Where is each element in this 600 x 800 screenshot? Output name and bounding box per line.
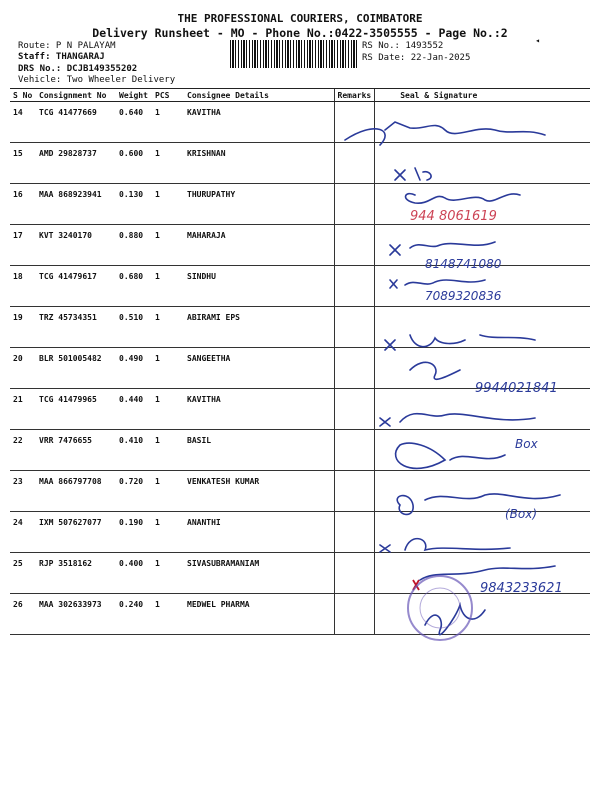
seal-signature <box>375 594 590 635</box>
consignee: SINDHU <box>184 266 334 307</box>
consignee: SIVASUBRAMANIAM <box>184 553 334 594</box>
consignee: KAVITHA <box>184 389 334 430</box>
sno: 21 <box>10 389 36 430</box>
weight: 0.510 <box>116 307 152 348</box>
sno: 14 <box>10 102 36 143</box>
rs-number: RS No.: 1493552 <box>362 41 444 51</box>
company-title: THE PROFESSIONAL COURIERS, COIMBATORE <box>177 12 423 25</box>
table-row <box>10 471 590 512</box>
consignment-no: MAA 868923941 <box>36 184 116 225</box>
remarks <box>334 184 375 225</box>
seal-signature <box>375 184 590 225</box>
table-row <box>10 512 590 553</box>
seal-signature <box>375 348 590 389</box>
phone-18: 7089320836 <box>425 289 502 303</box>
pcs: 1 <box>152 594 184 635</box>
seal-signature <box>375 266 590 307</box>
seal-signature <box>375 225 590 266</box>
seal-signature <box>375 553 590 594</box>
consignee: THURUPATHY <box>184 184 334 225</box>
col-seal: Seal & Signature <box>375 89 590 102</box>
phone-25: 9843233621 <box>480 581 563 596</box>
barcode <box>230 40 358 68</box>
pcs: 1 <box>152 471 184 512</box>
weight: 0.240 <box>116 594 152 635</box>
consignment-no: TCG 41479965 <box>36 389 116 430</box>
weight: 0.720 <box>116 471 152 512</box>
table-row <box>10 184 590 225</box>
remarks <box>334 102 375 143</box>
staff: Staff: THANGARAJ <box>18 52 105 62</box>
drs-number: DRS No.: DCJB149355202 <box>18 64 138 74</box>
pcs: 1 <box>152 430 184 471</box>
pcs: 1 <box>152 102 184 143</box>
table-header-row <box>10 89 590 102</box>
consignment-no: BLR 501005482 <box>36 348 116 389</box>
seal-signature <box>375 389 590 430</box>
weight: 0.190 <box>116 512 152 553</box>
remarks <box>334 512 375 553</box>
table-row <box>10 266 590 307</box>
seal-signature <box>375 102 590 143</box>
sno: 15 <box>10 143 36 184</box>
consignee: KAVITHA <box>184 102 334 143</box>
seal-signature <box>375 143 590 184</box>
sno: 20 <box>10 348 36 389</box>
remarks <box>334 553 375 594</box>
table-row <box>10 102 590 143</box>
consignee: VENKATESH KUMAR <box>184 471 334 512</box>
pcs: 1 <box>152 143 184 184</box>
weight: 0.640 <box>116 102 152 143</box>
consignment-no: KVT 3240170 <box>36 225 116 266</box>
seal-signature <box>375 471 590 512</box>
sno: 16 <box>10 184 36 225</box>
consignee: BASIL <box>184 430 334 471</box>
rs-date: RS Date: 22-Jan-2025 <box>362 53 471 63</box>
remarks <box>334 307 375 348</box>
weight: 0.440 <box>116 389 152 430</box>
weight: 0.600 <box>116 143 152 184</box>
consignee: MEDWEL PHARMA <box>184 594 334 635</box>
consignee: ANANTHI <box>184 512 334 553</box>
box-note-23: (Box) <box>505 507 538 521</box>
col-consignee: Consignee Details <box>184 89 334 102</box>
corner-mark: ◂ <box>535 36 540 45</box>
weight: 0.880 <box>116 225 152 266</box>
route: Route: P N PALAYAM <box>18 41 116 51</box>
table-row <box>10 553 590 594</box>
sno: 22 <box>10 430 36 471</box>
consignee: ABIRAMI EPS <box>184 307 334 348</box>
consignment-no: TCG 41477669 <box>36 102 116 143</box>
consignee: MAHARAJA <box>184 225 334 266</box>
pcs: 1 <box>152 266 184 307</box>
sno: 25 <box>10 553 36 594</box>
weight: 0.130 <box>116 184 152 225</box>
pcs: 1 <box>152 348 184 389</box>
pcs: 1 <box>152 184 184 225</box>
sno: 26 <box>10 594 36 635</box>
vehicle: Vehicle: Two Wheeler Delivery <box>18 75 176 85</box>
seal-signature <box>375 512 590 553</box>
table-row <box>10 143 590 184</box>
sno: 17 <box>10 225 36 266</box>
table-row <box>10 307 590 348</box>
weight: 0.490 <box>116 348 152 389</box>
pcs: 1 <box>152 512 184 553</box>
col-remarks: Remarks <box>334 89 375 102</box>
weight: 0.410 <box>116 430 152 471</box>
consignment-no: TCG 41479617 <box>36 266 116 307</box>
phone-16: 944 8061619 <box>410 209 497 224</box>
consignment-no: AMD 29828737 <box>36 143 116 184</box>
remarks <box>334 594 375 635</box>
remarks <box>334 430 375 471</box>
consignment-no: MAA 302633973 <box>36 594 116 635</box>
sno: 19 <box>10 307 36 348</box>
table-row <box>10 389 590 430</box>
consignment-no: VRR 7476655 <box>36 430 116 471</box>
col-weight: Weight <box>116 89 152 102</box>
table-row <box>10 348 590 389</box>
pcs: 1 <box>152 225 184 266</box>
table-row <box>10 594 590 635</box>
col-consignment: Consignment No <box>36 89 116 102</box>
remarks <box>334 266 375 307</box>
seal-signature <box>375 307 590 348</box>
runsheet-subtitle: Delivery Runsheet - MO - Phone No.:0422-3505555 - Page No.:2 <box>92 26 508 40</box>
seal-signature <box>375 430 590 471</box>
sno: 24 <box>10 512 36 553</box>
col-pcs: PCS <box>152 89 184 102</box>
col-sno: S No <box>10 89 36 102</box>
remarks <box>334 471 375 512</box>
box-note-22: Box <box>515 437 538 451</box>
consignment-no: IXM 507627077 <box>36 512 116 553</box>
sno: 18 <box>10 266 36 307</box>
consignee: KRISHNAN <box>184 143 334 184</box>
table-row <box>10 225 590 266</box>
consignment-no: MAA 866797708 <box>36 471 116 512</box>
remarks <box>334 389 375 430</box>
weight: 0.400 <box>116 553 152 594</box>
pcs: 1 <box>152 553 184 594</box>
remarks <box>334 143 375 184</box>
remarks <box>334 225 375 266</box>
phone-17: 8148741080 <box>425 257 502 271</box>
consignee: SANGEETHA <box>184 348 334 389</box>
sno: 23 <box>10 471 36 512</box>
runsheet-table <box>10 88 590 635</box>
phone-20: 9944021841 <box>475 381 558 396</box>
pcs: 1 <box>152 389 184 430</box>
weight: 0.680 <box>116 266 152 307</box>
table-row <box>10 430 590 471</box>
consignment-no: TRZ 45734351 <box>36 307 116 348</box>
consignment-no: RJP 3518162 <box>36 553 116 594</box>
remarks <box>334 348 375 389</box>
pcs: 1 <box>152 307 184 348</box>
